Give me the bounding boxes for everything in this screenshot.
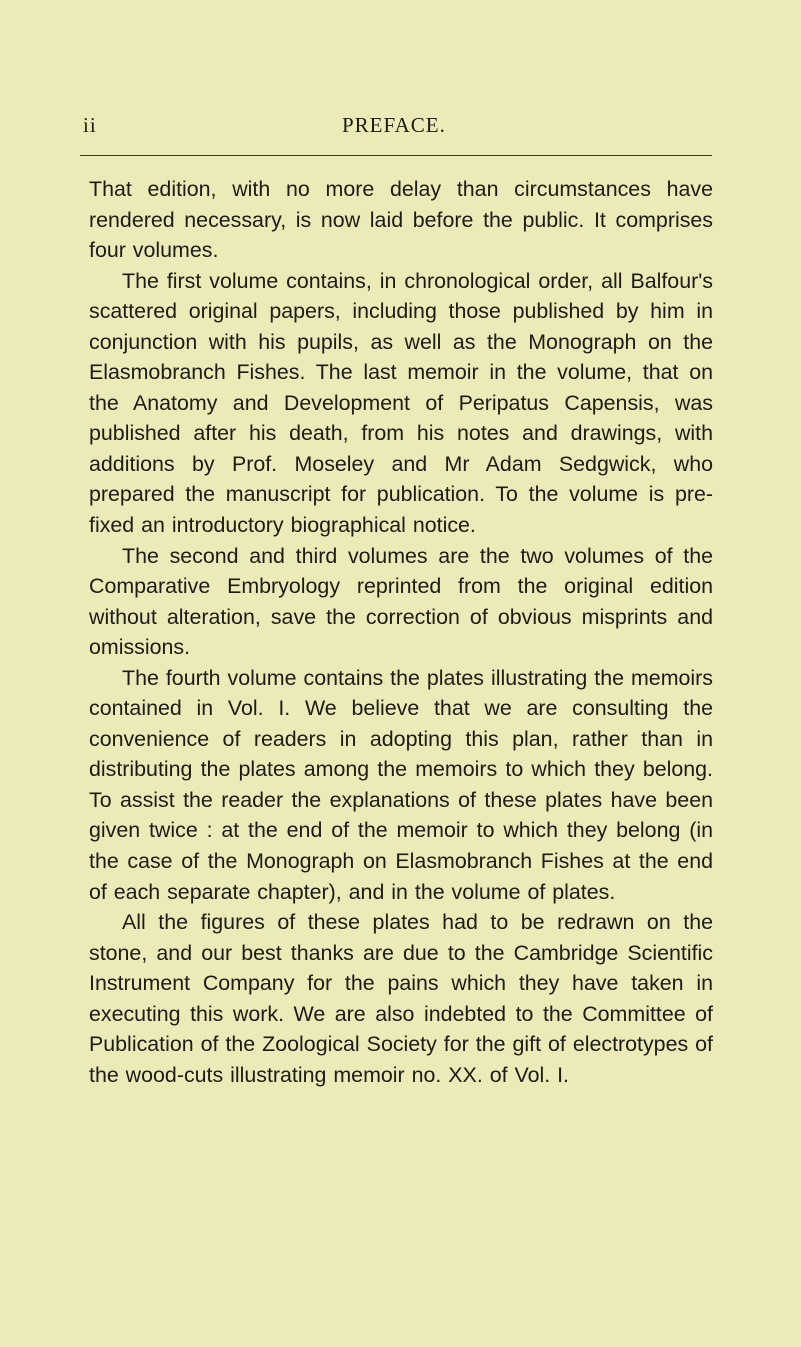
- preface-body: [89, 174, 713, 1090]
- header-rule: [80, 155, 712, 156]
- paragraph-fourth-volume: The fourth volume contains the plates illustrating the memoirs contained in Vol. I. We believe that we are consulting the convenience of readers in adopting this plan, rather than in distributing the plates among the memoirs to which they belong. To assist the reader the explanations of these plates have been given twice : at the end of the memoir to which they belong (in the case of the Monograph on Elasmobranch Fishes at the end of each separate chapter), and in the volume of plates.: [89, 665, 713, 904]
- paragraph-acknowledgements: All the figures of these plates had to be redrawn on the stone, and our best thanks are due to the Cambridge Scientific Instrument Company for the pains which they have taken in executing this work. We are also indebted to the Committee of Publication of the Zoological Society for the gift of electrotypes of the wood-cuts illustrating memoir no. XX. of Vol. I.: [89, 910, 713, 1087]
- running-title: PREFACE.: [342, 113, 446, 137]
- paragraph-second-third-volumes: The second and third volumes are the two volumes of the Comparative Embryology reprinted from the original edition without alteration, save the correction of obvious misprints and omissions.: [89, 543, 713, 660]
- paragraph-continued: That edition, with no more delay than circumstances have rendered necessary, is now laid before the public. It comprises four volumes.: [89, 177, 713, 263]
- page-number: ii: [83, 113, 97, 137]
- paragraph-first-volume: The first volume contains, in chronological order, all Balfour's scattered original papers, including those published by him in conjunction with his pupils, as well as the Monograph on the Elasmobranch Fishes. The last memoir in the volume, that on the Anatomy and Development of Peripatus Capensis, was published after his death, from his notes and drawings, with additions by Prof. Moseley and Mr Adam Sedgwick, who prepared the manuscript for publication. To the volume is pre-fixed an introductory biographical notice.: [89, 268, 713, 538]
- running-head: [0, 113, 801, 143]
